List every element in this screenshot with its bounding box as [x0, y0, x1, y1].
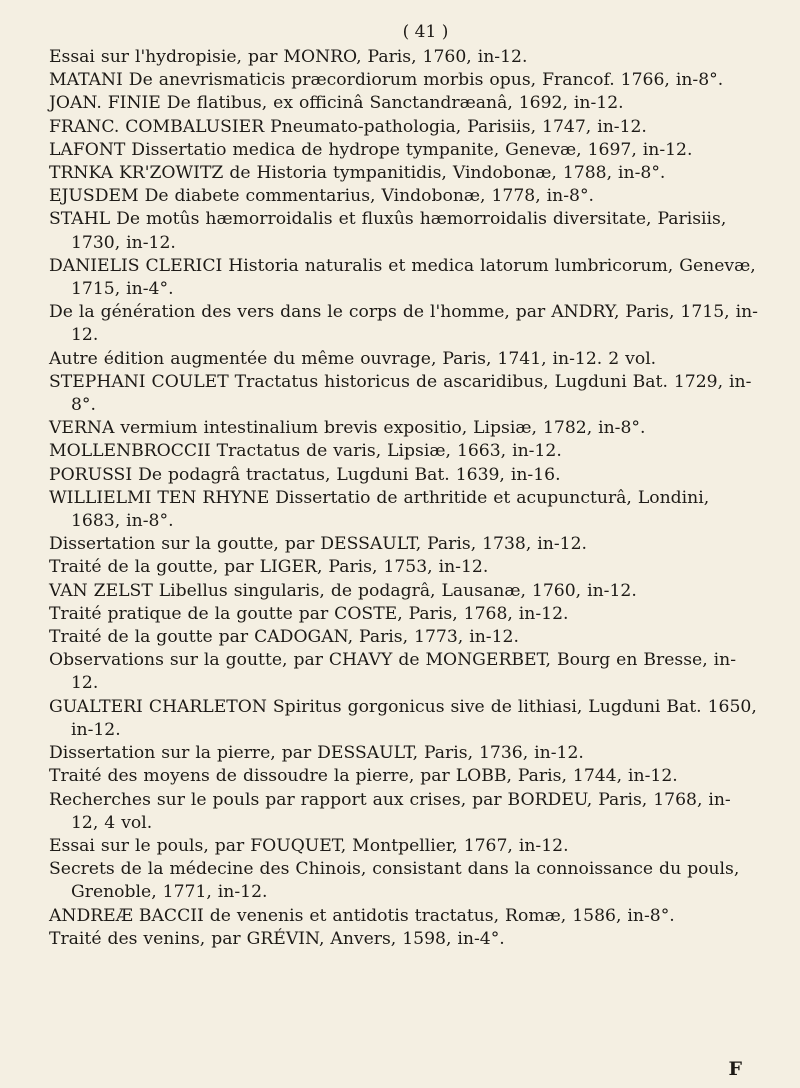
bibliography-entry: Observations sur la goutte, par CHAVY de MONGERBET, Bourg en Bresse, in-12.: [49, 650, 737, 694]
bibliography-entry: TRNKA KR'ZOWITZ de Historia tympanitidis, Vindobonæ, 1788, in-8°.: [49, 163, 666, 184]
bibliography-entry: De la génération des vers dans le corps de l'homme, par ANDRY, Paris, 1715, in-12.: [49, 302, 758, 346]
bibliography-entry: Essai sur l'hydropisie, par MONRO, Paris, 1760, in-12.: [49, 47, 528, 67]
bibliography-entry: MATANI De anevrismaticis præcordiorum morbis opus, Francof. 1766, in-8°.: [49, 70, 724, 91]
bibliography-entry: MOLLENBROCCII Tractatus de varis, Lipsiæ, 1663, in-12.: [49, 441, 562, 462]
bibliography-entry: ANDREÆ BACCII de venenis et antidotis tractatus, Romæ, 1586, in-8°.: [49, 905, 675, 926]
bibliography-entry: Autre édition augmentée du même ouvrage, Paris, 1741, in-12. 2 vol.: [49, 348, 657, 369]
bibliography-entry: Traité pratique de la goutte par COSTE, Paris, 1768, in-12.: [49, 603, 569, 624]
bibliography-entry: GUALTERI CHARLETON Spiritus gorgonicus sive de lithiasi, Lugduni Bat. 1650, in-12.: [49, 696, 757, 740]
bibliography-entry: EJUSDEM De diabete commentarius, Vindobonæ, 1778, in-8°.: [49, 186, 595, 207]
page-number: ( 41 ): [402, 22, 449, 42]
bibliography-entry: Recherches sur le pouls par rapport aux crises, par BORDEU, Paris, 1768, in-12, 4 vol.: [49, 789, 731, 833]
bibliography-entry: Traité des venins, par GRÉVIN, Anvers, 1598, in-4°.: [49, 928, 505, 949]
bibliography-entry: Dissertation sur la goutte, par DESSAULT, Paris, 1738, in-12.: [49, 534, 588, 555]
bibliography-entry: LAFONT Dissertatio medica de hydrope tympanite, Genevæ, 1697, in-12.: [49, 139, 693, 160]
bibliography-entry: JOAN. FINIE De flatibus, ex officinâ Sanctandræanâ, 1692, in-12.: [49, 93, 624, 114]
bibliography-entry: Dissertation sur la pierre, par DESSAULT, Paris, 1736, in-12.: [49, 743, 584, 764]
bibliography-list: [49, 46, 758, 951]
bibliography-entry: Traité des moyens de dissoudre la pierre, par LOBB, Paris, 1744, in-12.: [49, 766, 678, 787]
bibliography-entry: Secrets de la médecine des Chinois, consistant dans la connoissance du pouls, Grenoble, 1771, in-12.: [49, 859, 740, 903]
bibliography-entry: VERNA vermium intestinalium brevis expositio, Lipsiæ, 1782, in-8°.: [49, 418, 646, 439]
bibliography-entry: DANIELIS CLERICI Historia naturalis et medica latorum lumbricorum, Genevæ, 1715, in-4°.: [49, 255, 756, 300]
bibliography-entry: WILLIELMI TEN RHYNE Dissertatio de arthritide et acupuncturâ, Londini, 1683, in-8°.: [49, 487, 710, 532]
bibliography-entry: FRANC. COMBALUSIER Pneumato-pathologia, Parisiis, 1747, in-12.: [49, 116, 647, 137]
bibliography-entry: STAHL De motûs hæmorroidalis et fluxûs hæmorroidalis diversitate, Parisiis, 1730, in-12.: [49, 209, 727, 253]
bibliography-entry: Essai sur le pouls, par FOUQUET, Montpellier, 1767, in-12.: [49, 835, 569, 856]
bibliography-entry: Traité de la goutte, par LIGER, Paris, 1753, in-12.: [49, 557, 489, 578]
bibliography-entry: Traité de la goutte par CADOGAN, Paris, 1773, in-12.: [49, 627, 519, 648]
bibliography-entry: PORUSSI De podagrâ tractatus, Lugduni Bat. 1639, in-16.: [49, 464, 561, 485]
bibliography-entry: STEPHANI COULET Tractatus historicus de ascaridibus, Lugduni Bat. 1729, in-8°.: [49, 371, 752, 416]
signature-mark: F: [728, 1058, 742, 1080]
bibliography-entry: VAN ZELST Libellus singularis, de podagrâ, Lausanæ, 1760, in-12.: [49, 580, 637, 601]
